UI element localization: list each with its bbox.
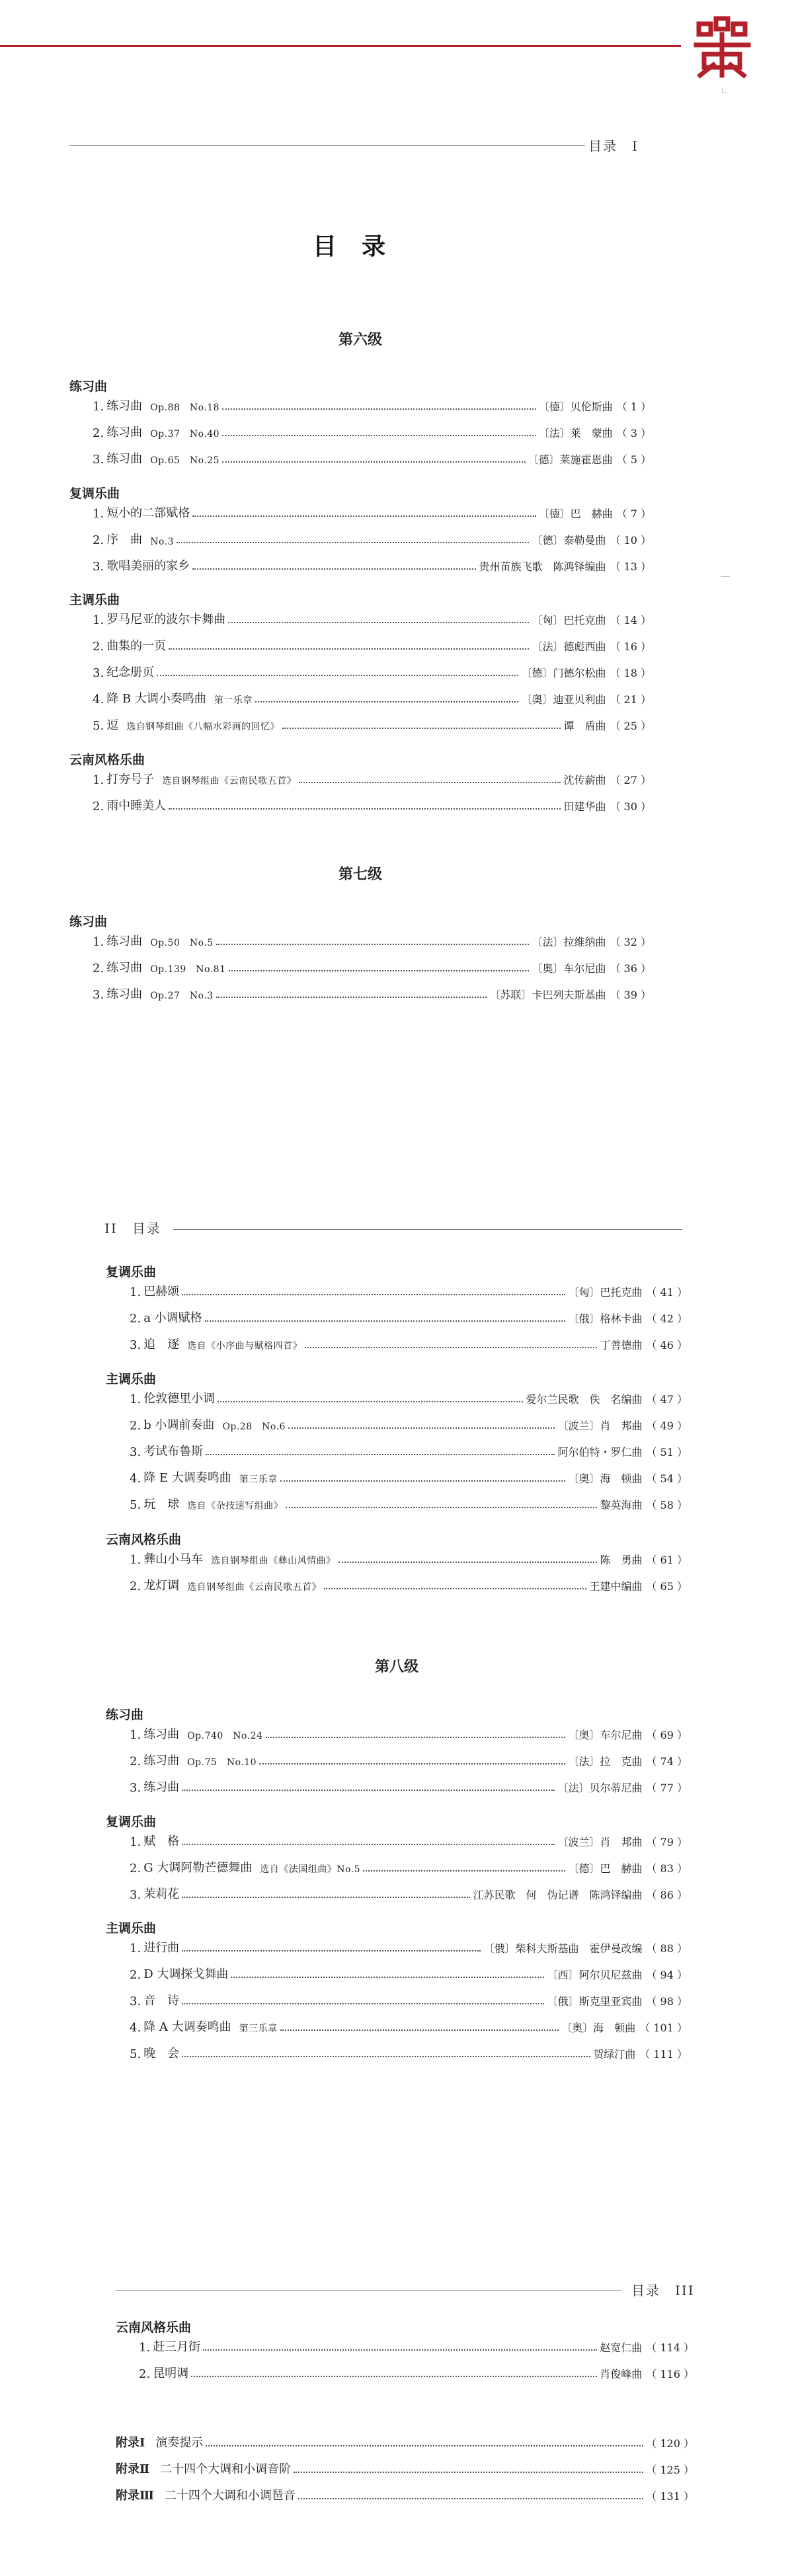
entry-title: 练习曲 [106,987,143,1001]
corner-mark: ∟ [721,86,729,96]
entry-title: 纪念册页 [106,665,155,679]
toc-entry[interactable] [130,1776,688,1795]
entry-title: 序 曲 [106,533,143,547]
lattice-logo-icon [691,15,754,79]
dot-leader [288,1427,555,1429]
entry-number: 3. [93,453,104,467]
toc-entry[interactable] [130,1724,688,1742]
page-header-label: 目录 III [631,2283,695,2298]
entry-composer: 肖俊峰曲 [600,2368,643,2380]
entry-composer: 王建中编曲 [589,1580,643,1593]
dot-leader [266,1737,566,1738]
entry-title: 龙灯调 [143,1579,180,1593]
entry-composer: 〔波兰〕肖 邦曲 [557,1836,643,1848]
entry-number: 4. [130,1472,141,1486]
appendix-page: （ 131 ） [646,2490,694,2503]
entry-subtitle: Op.28 No.6 [222,1421,286,1432]
toc-entry[interactable] [93,502,651,521]
dot-leader [182,2003,544,2004]
entry-subtitle: 选自钢琴组曲《八幅水彩画的回忆》 [126,722,280,732]
entry-page: （ 83 ） [646,1862,688,1875]
entry-number: 3. [93,666,104,680]
entry-number: 5. [130,2047,141,2061]
entry-page: （ 32 ） [610,936,651,948]
entry-title: 降 B 大调小奏鸣曲 [106,692,206,706]
dot-leader [182,1897,470,1898]
dot-leader [182,1294,565,1295]
entry-page: （ 49 ） [646,1420,688,1432]
appendix-label: 附录Ⅰ [116,2436,145,2450]
entry-subtitle: Op.75 No.10 [187,1757,257,1768]
entry-title: 练习曲 [106,934,143,948]
entry-title: 赶三月街 [153,2340,201,2354]
entry-number: 2. [130,1968,141,1982]
toc-entry[interactable] [93,662,651,680]
entry-composer: 〔匈〕巴托克曲 [568,1286,643,1299]
entry-title: 玩 球 [143,1497,180,1511]
entry-page: （ 47 ） [646,1393,688,1406]
appendix-entry[interactable] [116,2458,694,2477]
entry-number: 3. [130,1445,141,1459]
toc-entry[interactable] [93,688,651,706]
entry-composer: 〔德〕巴 赫曲 [538,508,613,520]
entry-number: 2. [139,2367,151,2381]
dot-leader [231,1977,544,1978]
dot-leader [182,2056,590,2057]
entry-composer: 田建华曲 [563,800,606,813]
entry-page: （ 30 ） [610,800,651,813]
entry-subtitle: 选自《法国组曲》No.5 [260,1864,361,1875]
entry-title: 伦敦德里小调 [143,1392,216,1406]
entry-page: （ 42 ） [646,1312,688,1325]
appendix-title: 演奏提示 [155,2436,204,2450]
entry-page: （ 54 ） [646,1472,688,1485]
entry-composer: 〔德〕巴 赫曲 [568,1862,643,1875]
entry-number: 1. [130,1942,141,1955]
entry-composer: 〔德〕贝伦斯曲 [538,400,613,413]
appendix-page: （ 125 ） [646,2464,694,2476]
category-heading: 云南风格乐曲 [106,1533,182,1547]
entry-page: （ 79 ） [646,1836,688,1848]
entry-number: 3. [130,1888,141,1902]
entry-number: 1. [130,1835,141,1849]
dot-leader [169,808,561,810]
entry-composer: 爱尔兰民歌 佚 名编曲 [526,1393,643,1406]
dot-leader [216,944,530,945]
entry-composer: 〔法〕拉维纳曲 [532,936,606,948]
entry-subtitle: 选自钢琴组曲《云南民歌五首》 [187,1582,322,1593]
entry-number: 1. [130,1728,141,1742]
entry-page: （ 39 ） [610,989,651,1001]
entry-number: 2. [93,533,104,547]
entry-composer: 丁善德曲 [600,1339,643,1351]
entry-composer: 〔西〕阿尔贝尼兹曲 [547,1969,643,1981]
entry-subtitle: Op.740 No.24 [187,1731,263,1741]
appendix-entry[interactable] [116,2485,694,2503]
entry-page: （ 41 ） [646,1286,688,1299]
dot-leader [259,1763,565,1764]
toc-entry[interactable] [93,609,651,627]
toc-entry[interactable] [139,2336,694,2355]
entry-title: 练习曲 [106,426,143,439]
toc-entry[interactable] [130,1831,688,1849]
category-heading: 练习曲 [106,1708,144,1722]
dot-leader [338,1562,598,1563]
toc-entry[interactable] [93,395,651,414]
entry-composer: 〔匈〕巴托克曲 [532,614,606,626]
entry-title: 晚 会 [143,2047,180,2061]
entry-composer: 沈传薪曲 [563,774,606,786]
toc-entry[interactable] [130,1883,688,1902]
entry-page: （ 69 ） [646,1729,688,1741]
appendix-title: 二十四个大调和小调音阶 [160,2462,292,2476]
entry-number: 3. [130,1781,141,1795]
entry-page: （ 10 ） [610,534,651,547]
entry-composer: 阿尔伯特・罗仁曲 [557,1446,643,1458]
grade-heading: 第八级 [374,1658,418,1675]
entry-title: 昆明调 [153,2367,189,2380]
entry-composer: 〔法〕德彪西曲 [532,640,606,653]
entry-title: 彝山小马车 [143,1552,204,1566]
entry-composer: 〔奥〕迪亚贝利曲 [521,693,606,706]
entry-title: 练习曲 [106,961,143,975]
toc-entry[interactable] [93,795,651,814]
entry-number: 1. [139,2341,151,2355]
category-heading: 主调乐曲 [106,1372,157,1386]
toc-entry[interactable] [139,2363,694,2381]
entry-page: （ 61 ） [646,1554,688,1566]
entry-subtitle: 第一乐章 [214,695,253,706]
toc-entry[interactable] [130,1857,688,1875]
toc-entry[interactable] [130,2043,688,2061]
dot-leader [206,2445,643,2446]
entry-number: 3. [93,988,104,1002]
entry-title: 音 诗 [143,1994,180,2008]
header-accent-line [0,45,681,47]
dot-leader [218,1401,523,1402]
toc-entry[interactable] [130,1750,688,1768]
toc-entry[interactable] [130,1388,688,1406]
entry-title: 降 A 大调奏鸣曲 [143,2020,231,2034]
entry-page: （ 58 ） [646,1499,688,1511]
toc-entry[interactable] [93,529,651,547]
entry-title: 歌唱美丽的家乡 [106,559,190,573]
dot-leader [191,2376,597,2377]
entry-page: （ 114 ） [646,2341,694,2354]
toc-entry[interactable] [93,957,651,975]
entry-page: （ 74 ） [646,1755,688,1768]
entry-page: （ 86 ） [646,1889,688,1901]
entry-page: （ 25 ） [610,720,651,732]
dot-leader [206,1454,555,1455]
dot-leader [255,701,519,702]
entry-page: （ 111 ） [639,2048,688,2061]
toc-entry[interactable] [130,1281,688,1299]
entry-number: 2. [93,640,104,654]
entry-number: 1. [93,773,104,787]
toc-entry[interactable] [130,1467,688,1486]
appendix-entry[interactable] [116,2432,694,2450]
toc-entry[interactable] [130,1494,688,1512]
entry-title: a 小调赋格 [143,1311,202,1325]
entry-composer: 黎英海曲 [600,1499,643,1511]
entry-title: G 大调阿勒芒德舞曲 [143,1861,253,1875]
entry-title: b 小调前奏曲 [143,1418,215,1432]
entry-composer: 〔奥〕海 顿曲 [568,1472,643,1485]
entry-number: 5. [130,1498,141,1512]
entry-composer: 贵州苗族飞歌 陈鸿铎编曲 [479,560,606,573]
entry-subtitle: Op.27 No.3 [150,991,214,1001]
dot-leader [280,2029,559,2031]
entry-page: （ 3 ） [616,427,651,439]
entry-composer: 贺绿汀曲 [593,2048,636,2061]
entry-number: 2. [93,426,104,440]
entry-subtitle: No.3 [150,537,174,547]
category-heading: 练习曲 [69,379,108,394]
appendix-label: 附录Ⅱ [116,2462,150,2476]
dot-leader [222,461,526,463]
dot-leader [169,648,529,650]
dot-leader [203,2349,597,2351]
appendix-title: 二十四个大调和小调琶音 [164,2489,296,2503]
dot-leader [182,1844,555,1845]
toc-entry[interactable] [130,1937,688,1955]
toc-entry[interactable] [130,1963,688,1982]
dot-leader [363,1870,565,1872]
entry-page: （ 27 ） [610,774,651,786]
category-heading: 复调乐曲 [106,1265,157,1279]
entry-number: 1. [93,935,104,949]
entry-number: 2. [130,1755,141,1768]
entry-page: （ 5 ） [616,453,651,466]
entry-number: 2. [130,1312,141,1326]
toc-entry[interactable] [130,1575,688,1593]
entry-subtitle: Op.88 No.18 [150,402,220,413]
toc-entry[interactable] [130,1414,688,1433]
entry-subtitle: Op.37 No.40 [150,429,220,439]
entry-number: 2. [130,1419,141,1433]
entry-page: （ 16 ） [610,640,651,653]
toc-entry[interactable] [130,1441,688,1459]
dot-leader [280,1480,566,1482]
entry-composer: 赵宽仁曲 [600,2341,643,2354]
category-heading: 复调乐曲 [106,1815,157,1829]
entry-title: 练习曲 [143,1754,180,1768]
entry-page: （ 101 ） [639,2022,688,2034]
dot-leader [305,1347,597,1348]
appendix-page: （ 120 ） [646,2437,694,2450]
entry-page: （ 65 ） [646,1580,688,1593]
dot-leader [286,1507,597,1508]
category-heading: 练习曲 [69,915,108,929]
entry-subtitle: 选自钢琴组曲《彝山风情曲》 [211,1556,336,1566]
entry-number: 4. [93,693,104,706]
appendix-label: 附录Ⅲ [116,2489,154,2503]
entry-composer: 陈 勇曲 [600,1554,643,1566]
toc-entry[interactable] [130,1548,688,1567]
grade-heading: 第七级 [338,866,382,883]
entry-composer: 江苏民歌 何 伪记谱 陈鸿铎编曲 [473,1889,643,1901]
entry-title: 进行曲 [143,1941,180,1955]
entry-title: 考试布鲁斯 [143,1445,204,1458]
entry-number: 1. [93,613,104,627]
dot-leader [298,2498,643,2499]
entry-number: 2. [93,800,104,814]
entry-number: 4. [130,2021,141,2035]
entry-number: 1. [93,507,104,521]
entry-page: （ 88 ） [646,1942,688,1955]
entry-page: （ 21 ） [610,693,651,706]
entry-composer: 〔苏联〕卡巴列夫斯基曲 [489,989,606,1001]
dot-leader [229,970,530,971]
entry-title: 降 E 大调奏鸣曲 [143,1471,231,1485]
entry-subtitle: Op.50 No.5 [150,938,214,948]
entry-composer: 〔俄〕格林卡曲 [568,1312,643,1325]
page-header-rule [173,1229,682,1230]
entry-page: （ 7 ） [616,508,651,520]
entry-composer: 〔奥〕车尔尼曲 [568,1729,643,1741]
entry-subtitle: 选自《杂技速写组曲》 [187,1501,284,1511]
page-header-label: II 目录 [104,1221,161,1236]
toc-entry[interactable] [93,769,651,787]
entry-composer: 〔法〕拉 克曲 [568,1755,643,1768]
entry-composer: 〔德〕门德尔松曲 [521,667,606,679]
toc-entry[interactable] [130,1307,688,1326]
entry-subtitle: 第三乐章 [239,2024,278,2034]
dot-leader [222,435,536,436]
entry-number: 3. [130,1338,141,1352]
entry-number: 5. [93,719,104,733]
entry-composer: 〔俄〕斯克里亚宾曲 [547,1995,643,2008]
toc-entry[interactable] [130,1334,688,1352]
toc-entry[interactable] [93,714,651,733]
entry-composer: 〔德〕泰勒曼曲 [532,534,606,547]
entry-composer: 〔法〕贝尔蒂尼曲 [557,1782,643,1794]
entry-page: （ 1 ） [616,400,651,413]
toc-entry[interactable] [93,555,651,574]
entry-page: （ 51 ） [646,1446,688,1458]
entry-composer: 谭 盾曲 [563,720,606,732]
entry-number: 3. [93,560,104,574]
entry-page: （ 18 ） [610,667,651,679]
category-heading: 云南风格乐曲 [69,753,145,767]
entry-composer: 〔法〕莱 蒙曲 [538,427,613,439]
dot-leader [299,782,561,783]
page-header-rule [116,2290,621,2291]
dot-leader [294,2472,643,2473]
entry-subtitle: 选自《小序曲与赋格四首》 [187,1341,303,1351]
dot-leader [324,1588,586,1589]
entry-title: 赋 格 [143,1835,180,1848]
entry-title: 雨中睡美人 [106,799,167,813]
entry-page: （ 94 ） [646,1969,688,1981]
entry-composer: 〔奥〕海 顿曲 [561,2022,636,2034]
entry-title: 练习曲 [143,1727,180,1741]
entry-title: 逗 [106,718,119,732]
toc-entry[interactable] [93,930,651,949]
entry-composer: 〔俄〕柴科夫斯基曲 霍伊曼改编 [483,1942,643,1955]
page-header-rule [69,145,585,146]
category-heading: 复调乐曲 [69,486,120,501]
entry-title: 练习曲 [143,1780,180,1794]
entry-page: （ 98 ） [646,1995,688,2008]
entry-title: 打夯号子 [106,773,155,786]
entry-page: （ 14 ） [610,614,651,626]
dot-leader [177,542,529,543]
dot-leader [216,997,487,998]
entry-page: （ 46 ） [646,1339,688,1351]
dot-leader [157,675,518,676]
grade-heading: 第六级 [338,331,382,348]
category-heading: 主调乐曲 [106,1921,157,1936]
category-heading: 主调乐曲 [69,593,120,607]
entry-title: 曲集的一页 [106,639,167,653]
entry-title: 巴赫颂 [143,1285,180,1299]
entry-number: 1. [130,1392,141,1406]
entry-composer: 〔波兰〕肖 邦曲 [557,1420,643,1432]
entry-number: 1. [130,1285,141,1299]
entry-number: 2. [130,1579,141,1593]
margin-mark [721,576,730,577]
entry-title: 练习曲 [106,452,143,466]
toc-entry[interactable] [130,2016,688,2035]
category-heading: 云南风格乐曲 [116,2320,192,2335]
dot-leader [182,1950,481,1951]
entry-title: 短小的二部赋格 [106,506,190,520]
entry-title: 罗马尼亚的波尔卡舞曲 [106,613,226,626]
entry-page: （ 77 ） [646,1782,688,1794]
entry-page: （ 36 ） [610,962,651,975]
toc-entry[interactable] [93,448,651,467]
entry-page: （ 116 ） [646,2368,694,2380]
entry-page: （ 13 ） [610,560,651,573]
toc-entry[interactable] [93,422,651,440]
toc-entry[interactable] [93,635,651,654]
toc-entry[interactable] [130,1990,688,2008]
entry-number: 2. [130,1862,141,1875]
entry-subtitle: Op.65 No.25 [150,455,220,466]
entry-subtitle: 第三乐章 [239,1474,278,1485]
dot-leader [192,568,476,570]
dot-leader [282,728,561,729]
page-header-label: 目录 I [588,138,639,154]
entry-subtitle: Op.139 No.81 [150,964,226,975]
entry-number: 1. [130,1553,141,1567]
toc-entry[interactable] [93,983,651,1002]
entry-subtitle: 选自钢琴组曲《云南民歌五首》 [162,776,297,786]
page-title: 目录 [312,233,411,260]
entry-title: 追 逐 [143,1338,180,1351]
entry-number: 2. [93,962,104,975]
entry-title: D 大调探戈舞曲 [143,1967,229,1981]
entry-number: 1. [93,400,104,414]
entry-title: 练习曲 [106,399,143,413]
dot-leader [182,1790,555,1791]
entry-title: 茉莉花 [143,1887,180,1901]
entry-composer: 〔德〕莱施霍恩曲 [528,453,613,466]
dot-leader [192,515,536,517]
dot-leader [228,622,529,623]
dot-leader [222,408,536,410]
entry-composer: 〔奥〕车尔尼曲 [532,962,606,975]
entry-number: 3. [130,1994,141,2008]
dot-leader [205,1320,566,1322]
